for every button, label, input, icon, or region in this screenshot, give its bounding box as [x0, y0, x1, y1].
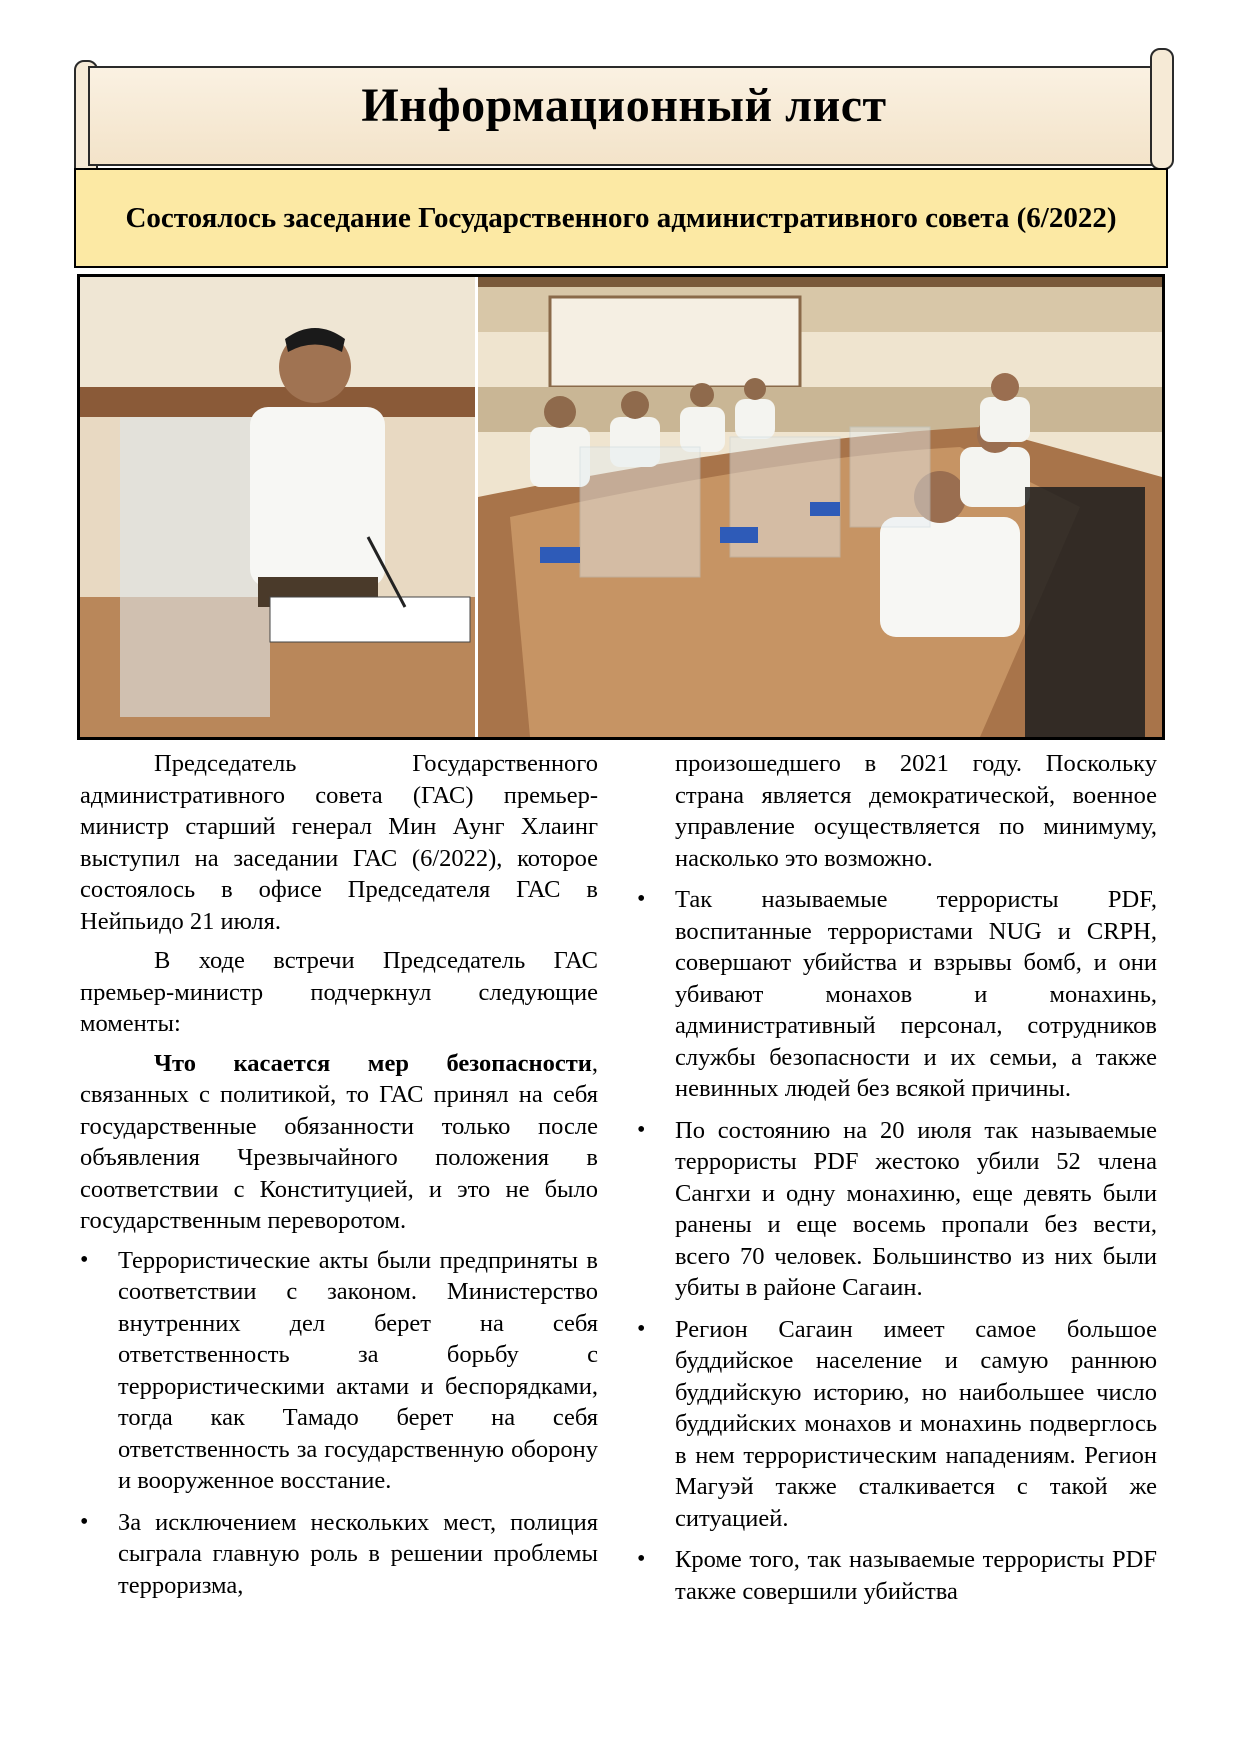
- list-item: • За исключением нескольких мест, полиция сыграла главную роль в решении проблемы терроризма,: [80, 1507, 598, 1602]
- meeting-photo-illustration: [80, 277, 1162, 737]
- title-banner: [74, 60, 1174, 168]
- list-item: • Кроме того, так называемые террористы PDF также совершили убийства: [675, 1544, 1157, 1607]
- paragraph-continuation: произошедшего в 2021 году. Поскольку страна является демократической, военное управление осуществляется по минимуму, насколько это возможно.: [675, 750, 1157, 872]
- security-text: , связанных с политикой, то ГАС принял на себя государственные обязанности только после объявления Чрезвычайного положения в соответствии с Конституцией, и это не было государственным переворотом.: [80, 1049, 598, 1234]
- left-column: [80, 748, 598, 1611]
- meeting-photo: [77, 274, 1165, 740]
- list-item: • Регион Сагаин имеет самое большое буддийское население и самую раннюю буддийскую историю, но наибольшее число буддийских монахов и монахинь подверглось в нем террористическим нападениям. Регион Магуэй также сталкивается с такой же ситуацией.: [675, 1314, 1157, 1535]
- paragraph-intro: Председатель Государственного административного совета (ГАС) премьер-министр старший генерал Мин Аунг Хлаинг выступил на заседании ГАС (6/2022), которое состоялось в офисе Председателя ГАС в Нейпьидо 21 июля.: [80, 750, 598, 935]
- paragraph-meeting: В ходе встречи Председатель ГАС премьер-министр подчеркнул следующие моменты:: [80, 947, 598, 1037]
- right-bullet-list: [675, 884, 1157, 1607]
- security-heading: Что касается мер безопасности: [154, 1049, 592, 1077]
- paragraph-security: [80, 1048, 598, 1237]
- right-column: [675, 748, 1157, 1617]
- page-subtitle: Состоялось заседание Государственного административного совета (6/2022): [125, 201, 1117, 234]
- left-bullet-list: [80, 1245, 598, 1602]
- list-item: • По состоянию на 20 июля так называемые террористы PDF жестоко убили 52 члена Сангхи и одну монахиню, еще девять были ранены и еще восемь пропали без вести, всего 70 человек. Большинство из них были убиты в районе Сагаин.: [675, 1115, 1157, 1304]
- page-title: Информационный лист: [361, 79, 887, 132]
- list-item: • Террористические акты были предприняты в соответствии с законом. Министерство внутренних дел берет на себя ответственность за борьбу с террористическими актами и беспорядками, тогда как Тамадо берет на себя ответственность за государственную оборону и вооруженное восстание.: [80, 1245, 598, 1497]
- subtitle-box: [74, 168, 1168, 268]
- list-item: • Так называемые террористы PDF, воспитанные террористами NUG и CRPH, совершают убийства и взрывы бомб, и они убивают монахов и монахинь, административный персонал, сотрудников службы безопасности и их семьи, а также невинных людей без всякой причины.: [675, 884, 1157, 1105]
